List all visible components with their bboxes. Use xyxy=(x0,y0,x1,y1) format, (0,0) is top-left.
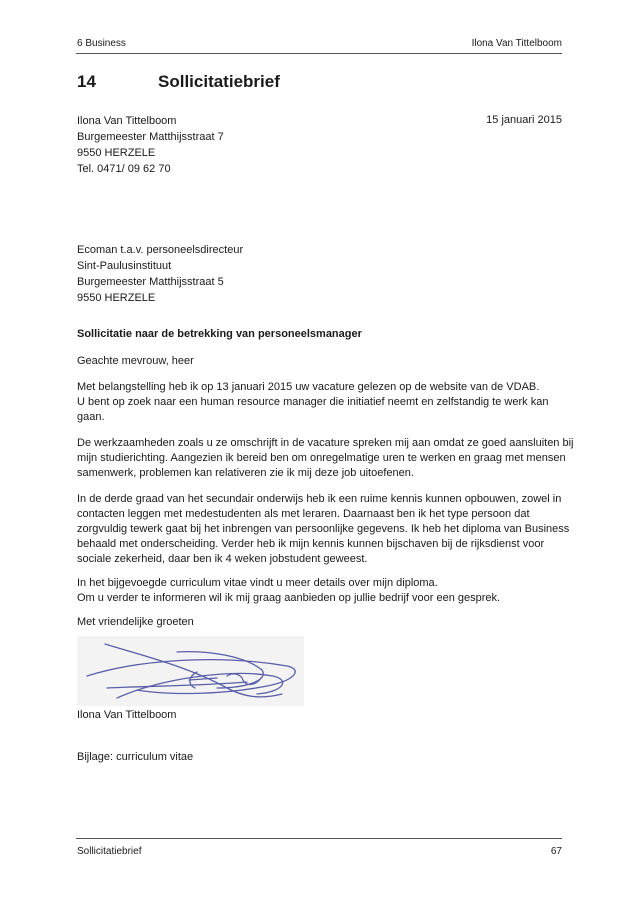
letter-subject: Sollicitatie naar de betrekking van personeelsmanager xyxy=(77,328,362,340)
running-footer-title: Sollicitatiebrief xyxy=(77,846,142,857)
paragraph-line: Om u verder te informeren wil ik mij graag aanbieden op jullie bedrijf voor een gesprek. xyxy=(77,592,501,604)
attachment-note: Bijlage: curriculum vitae xyxy=(77,751,194,763)
letter-date: 15 januari 2015 xyxy=(486,114,562,126)
paragraph-closing xyxy=(77,576,567,606)
paragraph-line: sociale zekerheid, daar ben ik 4 weken jobstudent geweest. xyxy=(77,553,368,565)
letter-closing: Met vriendelijke groeten xyxy=(77,616,194,628)
paragraph-introduction xyxy=(77,380,567,425)
signature-image xyxy=(77,636,304,706)
paragraph-line: samenwerk, problemen kan relativeren zie ik mij deze job uitoefenen. xyxy=(77,467,414,479)
header-divider xyxy=(76,53,562,54)
paragraph-line: In het bijgevoegde curriculum vitae vindt u meer details over mijn diploma. xyxy=(77,577,438,589)
paragraph-line: mijn studierichting. Aangezien ik bereid ben om onregelmatige uren te werken en graag met mensen xyxy=(77,452,566,464)
sender-city: 9550 HERZELE xyxy=(77,147,156,159)
paragraph-line: De werkzaamheden zoals u ze omschrijft in de vacature spreken mij aan omdat ze goed aansluiten bij xyxy=(77,437,574,449)
letter-salutation: Geachte mevrouw, heer xyxy=(77,355,194,367)
paragraph-line: Met belangstelling heb ik op 13 januari 2015 uw vacature gelezen op de website van de VDAB. xyxy=(77,381,540,393)
signer-name: Ilona Van Tittelboom xyxy=(77,709,177,721)
paragraph-line: gaan. xyxy=(77,411,105,423)
signature-scrawl xyxy=(77,636,304,706)
paragraph-line: zorgvuldig tewerk gaat bij het inbrengen van persoonlijke gegevens. Ik heb het diploma van Business xyxy=(77,523,570,535)
running-header-author: Ilona Van Tittelboom xyxy=(471,38,562,49)
chapter-number: 14 xyxy=(77,72,96,91)
running-header-section: 6 Business xyxy=(77,38,126,49)
paragraph-motivation xyxy=(77,436,574,481)
sender-phone: Tel. 0471/ 09 62 70 xyxy=(77,163,171,175)
paragraph-line: contacten leggen met medestudenten als met leraren. Daarnaast ben ik het type persoon dat xyxy=(77,508,530,520)
recipient-street: Burgemeester Matthijsstraat 5 xyxy=(77,276,224,288)
footer-divider xyxy=(76,838,562,839)
sender-street: Burgemeester Matthijsstraat 7 xyxy=(77,131,224,143)
recipient-institute: Sint-Paulusinstituut xyxy=(77,260,172,272)
paragraph-line: In de derde graad van het secundair onderwijs heb ik een ruime kennis kunnen opbouwen, zowel in xyxy=(77,493,562,505)
page-number: 67 xyxy=(550,846,562,857)
recipient-company: Ecoman t.a.v. personeelsdirecteur xyxy=(77,244,244,256)
recipient-city: 9550 HERZELE xyxy=(77,292,156,304)
chapter-title: Sollicitatiebrief xyxy=(158,72,280,91)
sender-name: Ilona Van Tittelboom xyxy=(77,115,177,127)
paragraph-line: behaald met onderscheiding. Verder heb ik mijn kennis kunnen bijschaven bij de rijksdienst voor xyxy=(77,538,545,550)
paragraph-experience xyxy=(77,492,570,567)
paragraph-line: U bent op zoek naar een human resource manager die initiatief neemt en zelfstandig te werk kan xyxy=(77,396,549,408)
